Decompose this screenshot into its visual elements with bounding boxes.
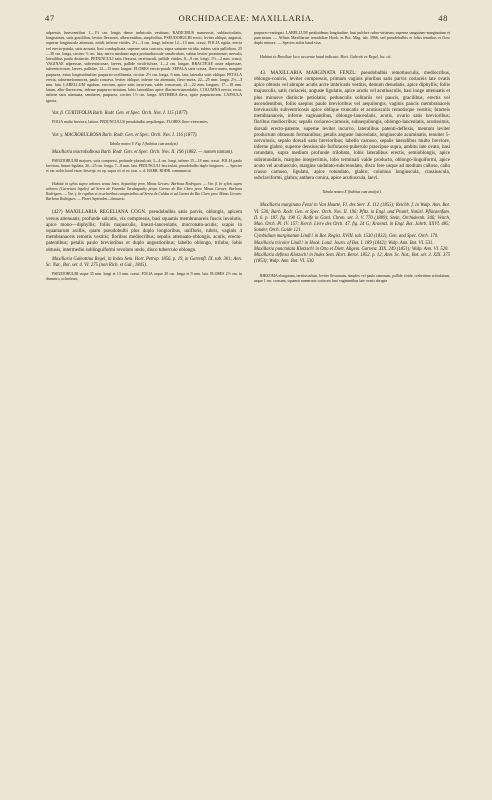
species-43-diagnosis: pseudobulbis remotiusculis, mediocribus, oblongo-conicis, leviter compressis, primum vaginis pluribus satis parvis coriaceis late ovatis apice obtusis vel abrupte acutis arcte imbricatis vestitis, demum denudatis, apice diphyllis; foliis majusculis, satis coriaceis, anguste ligulatis, apice acutis vel acutiusculis, basi longe attenuatis et plus minusve distincte petiolatis; pedunculis solitariis vel paucis, gracilibus, erectis vel ascendentibus, foliis saepius paulo brevioribus vel aequilongis, vaginis paucis membranaceis breviusculis subventricosis apice oblique truncatis et acutiusculis remotisque vestitis; bracteis membranaceis, inferne vaginantibus, oblongo-lanceolatis, acutis, ovario satis brevioribus; floribus mediocribus; sepalis coriaceo-carnosis, subaequilongis, oblongo-lanceolatis, acutissimis, dorsali erecto-patente, superne leviter incurvo, lateralibus patenti-deflexis, mentum leviter productum obtusum formantibus; petalis anguste lanceolatis, longiuscule acuminatis, tenuiter 5-nervulosis, sepalo dorsali satis brevioribus; labello carnoso, sepalis lateralibus multo breviore, inferne glabro, superne densiuscule furfuraceo-puberulo praecipue supra, ambitu late ovato, basi rotundato, supra medium profunde trilobato, lobis lateralibus erectis, semioblongis, apice subrotundatis, margine integerrimis, lobo terminali valde producto, oblongo-linguiformi, apice acuto vel acutiusculo, margine undulato-subcrenulato, disco fere usque ad medium calloso, callo crasso carnoso, ligulato, apice rotundato, glabro; columna longiuscula, crassiuscula, subclaviformi, glabra; anthera conica, apice acutiuscula, laevi.: [254, 70, 451, 182]
species-43-heading: 43. MAXILLARIA MARGINATA FENZL:: [260, 70, 357, 76]
habitat-note: Habitat in sylvis supra arbores sensu Imos. Sepaeolay prov. Minas Geraes: Barbosa Rodrigues. — Var. β. In sylvis supra arbores (Caeretani legalis) ad Serra de Fazenda Tarubaguahy prope Carmo do Rio Claro prov. Minas Geraes: Barbosa Rodrigues. — Var. γ. In rupibus et in arboribus campestribus ad Serra de Caldas et ad Carmo do Rio Claro prov. Minas Geraes: Barbosa Rodrigues. — Floret Septembri—Januario.: [46, 182, 242, 202]
variety-gamma-description: PSEUDOBULBI majores, satis compressi, profunde plurisulcati, 3—4 cm. longi, inferne 15—18 mm. crassi. FOLIA paulo breviora, lineari-ligulata, 20—25 cm. longa, 7—8 mm. lata. PEDUNCULI fasciculati, pseudobulbo duplo longiores. — Species et var. nobis haud visae; descript. ex op. supra cit. et ex icon. s. cl. BARB. RODR. communicat.: [46, 159, 242, 174]
species-42-block: [46, 210, 242, 253]
species-43-plate-ref: Tabula nostra X (habitus cum analysi).: [322, 190, 382, 195]
species-43-rhizome-description: RHIZOMA elongatum, teretiusculum, leviter flexuosum, simplex vel paulo ramosum, pallide viride, crebertime articulatum, usque 1 cm. crassum, squamis numerosis coriaceis basi vaginantibus late ovatis abrupte: [254, 273, 450, 283]
variety-gamma-plate-ref: Tabula nostra V. Fig. I (habitus cum analysi).: [109, 142, 179, 147]
species-42-continued: purpureo-variegati. LABELLUM petaloideum longitudine, basi pulchre rubro-striatum, superne sanguineo-marginatum et punctatum. — Affinis Maxillariae tenuifoliae Hook. in Bot. Mag. tab. 3966, sed pseudobulbis et foliis tenuibus et floro duplo minore. — Species nobis haud visa.: [254, 30, 450, 46]
running-title: ORCHIDACEAE: MAXILLARIA.: [178, 13, 315, 23]
species-43-synonymy: Maxillaria marginata Fenzl in Van Houtte, Fl. des Serr. X. 112 (1855); Reichb. f. in Walp. Ann. Bot. VI. 530; Barb. Rodr. Gen. et Spec. Orch. Nov. II. 196; Pfitz. in Engl. und Prantl, Natürl. Pflanzenfam. II. 6. p. 187. fig. 190 G; Rolfe in Gard. Chron. ser. 3. V. 770 (1889); Stein, Orchideenb. 346; Veitch, Man. Orch. Pl. IV. 157; Kerch. Livre des Orch. 47. fig. 24 G; Kraenzl. in Engl. Bot. Jahrb. XXVI. 485; Sander, Orch. Guide 121. Cymbidium marginatum Lindl.! in Bot. Regist. XVIII. tab. 1530 (1832), Gen. and Spec. Orch. 170. Maxillaria tricolor Lindl.! in Hook. Lond. Journ. of Bot. I. 189 (1842); Walp. Ann. Bot. VI. 531. Maxillaria punctulata Klotzsch! in Otto et Dietr. Allgem. Gartenz. XIX. 249 (1851); Walp. Ann. VI. 520. Maxillaria deflexa Klotzsch! in Index Sem. Hort. Berol. 1852. p. 12; Ann. Sc. Nat., Bot. sér. 3. XIX. 375 (1853); Walp. Ann. Bot. VI. 530.: [254, 203, 450, 265]
page-number-right: 48: [438, 13, 448, 23]
species-42-heading: (42?) MAXILLARIA REGELIANA COGN.: [52, 210, 147, 216]
right-column: [254, 30, 450, 287]
variety-beta-note: FOLIA multo breviora, latiora. PEDUNCULUS pseudobulbo aequilongus. FLORES flavo-virescentes.: [52, 120, 209, 125]
species-42-description: PSEUDOBULBI usque 35 mm. longi et 13 mm. crassi. FOLIA usque 30 cm. longa et 9 mm. lata. FLORES 2½ cm. in diametro, ochroleuci,: [46, 272, 242, 282]
species-43-block: [254, 71, 450, 183]
variety-gamma-heading: Var. γ. MACROBULBOSA Barb. Rodr. Gen. et Spec. Orch. Nov. I. 116 (1877).: [52, 133, 198, 139]
description-continued: adpressis fusescentibus 1—1½ cm. longis dense imbricatis vestitum; RADICIBUS numerosis, subfasciculatis, longissimis, satis gracilibus, leviter flexuosis, albescentibus, simplicibus. PSEUDOBULBI erecti, leviter obliqui, anguisti, superne longiuscule attenuati, nitidi, inferne virides, 2½—3 cm. longi, inferne 12—15 mm. crassi. FOLIA rigida, erecta vel erecto-patula, satis arcuata, basi conduplicata, superne satis concava, supra saturate viridia, subtus satis pallidiora, 25—30 cm. longa, circiter ⅓ cm. lata; nervo mediano supra profundiuscule canaliculato, subtus leviter prominente; nervulis lateralibus paulo distinctis. PEDUNCULI satis flexuosi, teretiusculi, pallide virides, 8—9 cm. longi, 1½—2 mm. crassi; VAGINAE adpressae, subventricosae, laeves, pallide viridi-fulvae, 1—2 cm. longae. BRACTEAE acute adpressae, subventricosae, laeves, pallidae, 12—15 mm. longae. FLORES erecto-patuli. SEPALA satis crassa, flavo-aurea, margine purpurea, extus longitudinaliter purpureo-ocellineata, circiter 2½ cm. longa, 6 mm. lata; lateralia satis obliqua. PETALA erecta, subsemelomnocea, paulo concava, leviter oblique, inferne via attenuata, flavo-aurea, 22—25 mm. longa, 2½—3 mm. lata. LABELLUM rigidum, erectum, apice satis incurvum, valde concavum, 21—22 mm. longum, 17—18 mm. latum, albo-flavescens, inferne purpureo-striatum, lobis lateralibus apice illacino-triancudaliis. COLUMNA erecta, recta, inferne satis attenuata, semiteres, purpurea, circiter 1½ cm. longa. ANTHERA flava, apice purpurascens. CAPSULA ignota.: [46, 30, 242, 103]
macrobulbosa-synonym: Maxillaria macrobulbosa Barb. Rodr. Gen. et Spec. Orch. Nov. II. 196 (1882. — nomen tantum).: [52, 150, 233, 156]
left-column: [46, 30, 242, 285]
galeottina-synonym: Maxillaria Galeottina Regel, in Index Sem. Hort. Petrop. 1856. p. 19, in Gartenfl. IX. tab. 301; Ann. Sc. Nat., Bot. ser. 4. VI. 275 (non Rich. et Gal., 1845).: [46, 256, 242, 269]
running-header: [45, 13, 448, 27]
species-42-diagnosis: pseudobulbis satis parvis, oblongis, apicem versus attenuatis, profunde sulcatis, vix compressis, basi squamis membranaceis fuscis involutis, apice mono—diphyllis; foliis majusculis, lineari-lanceolatis, mucronato-acutis; scapis in squamarum axillis, quam pseudobulbi plus duplo longioribus, unifloris, rubris, vaginis 4 membranaceis remotis vestitis; floribus mediocribus; sepalis attenuato-oblongis, acutis, erecto-patentibus; petalis paulo brevioribus et duplo angustioribus; labello oblongo, trilobo, lobis obtusis, intermedio sublinguiformi revoluto undo, disco tuberculo oblongo.: [46, 210, 243, 253]
variety-beta-heading: Var. β. CURTIFOLIA Barb. Rodr. Gen. et Spec. Orch. Nov. I. 115 (1877).: [52, 110, 189, 116]
page-number-left: 47: [45, 13, 55, 23]
species-42-habitat: Habitat in Brasiliae loco accurate haud indicato: Hort. Galeotti ex Regel, loc. cit.: [260, 53, 392, 59]
